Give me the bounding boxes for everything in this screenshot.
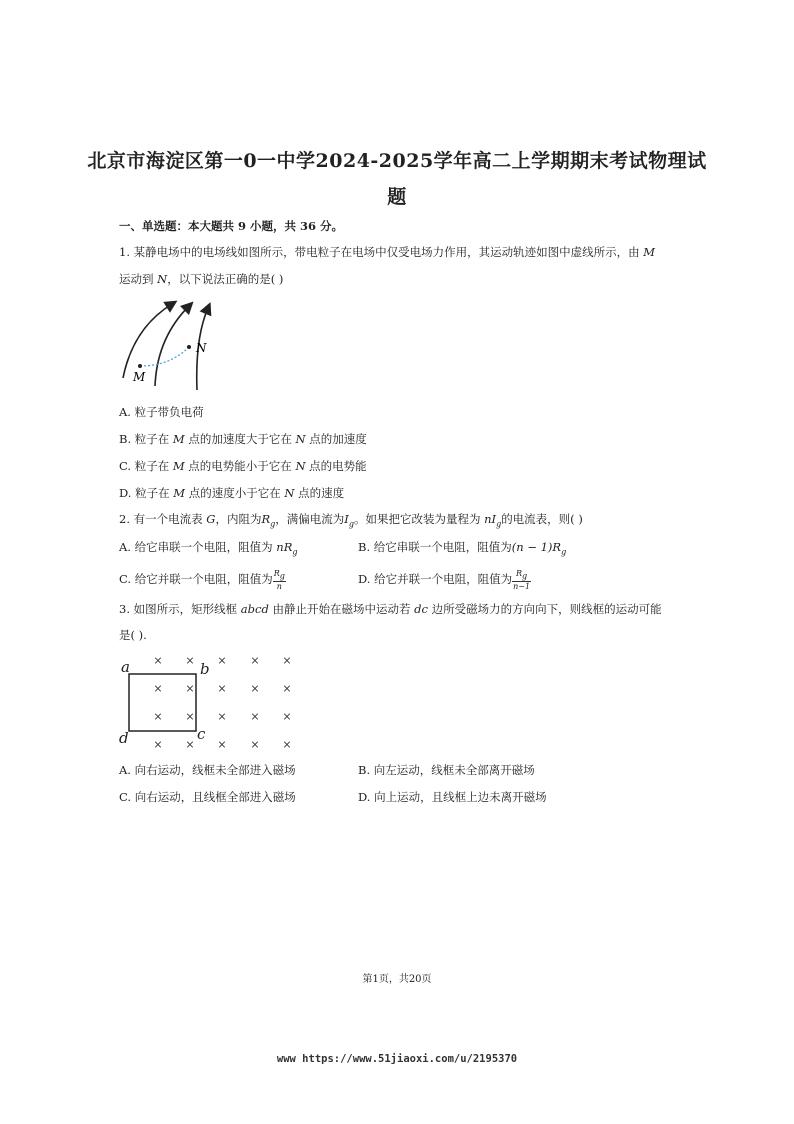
page-title-line2: 题 (387, 186, 407, 208)
cross-mark: × (153, 654, 163, 667)
cross-grid (153, 654, 291, 751)
page-footer: 第1页，共20页 (362, 974, 432, 985)
cross-mark: × (185, 654, 195, 667)
q2-option-b: B. 给它串联一个电阻，阻值为$(n - 1)R_g$ (358, 540, 567, 557)
q2-option-d: D. 给它并联一个电阻，阻值为 $\frac{R_g}{n-1}$ (358, 569, 531, 591)
q1-option-a: A. 粒子带负电荷 (119, 405, 204, 419)
cross-mark: × (153, 710, 163, 723)
section-heading: 一、单选题：本大题共 9 小题，共 36 分。 (119, 219, 344, 233)
page-title-line1: 北京市海淀区第一0一中学2024-2025学年高二上学期期末考试物理试 (87, 150, 707, 172)
q2-stem: 2. 有一个电流表 G，内阻为$R_g$，满偏电流为$I_g$。如果把它改装为量程为 $nI_g$的电流表，则( ) (119, 512, 583, 529)
cross-mark: × (217, 738, 227, 751)
q3-option-b: B. 向左运动，线框未全部离开磁场 (358, 763, 535, 777)
q2-option-a: A. 给它串联一个电阻，阻值为 $nR_g$ (119, 540, 298, 557)
q3-option-a: A. 向右运动，线框未全部进入磁场 (119, 763, 296, 777)
q3-magnetic-field-figure (115, 650, 305, 755)
cross-mark: × (153, 738, 163, 751)
q3-stem-line2: 是( ). (119, 628, 147, 642)
cross-mark: × (185, 710, 195, 723)
cross-mark: × (250, 710, 260, 723)
cross-mark: × (217, 682, 227, 695)
cross-mark: × (282, 710, 292, 723)
fraction-rg-over-n-minus-1: $\frac{R_g}{n-1}$ (513, 569, 531, 591)
cross-mark: × (282, 738, 292, 751)
watermark-url: www https://www.51jiaoxi.com/u/2195370 (276, 1053, 518, 1065)
cross-mark: × (282, 682, 292, 695)
cross-mark: × (250, 682, 260, 695)
q2-option-c: C. 给它并联一个电阻，阻值为 $\frac{R_g}{n}$ (119, 569, 285, 591)
cross-mark: × (185, 738, 195, 751)
label-M: M (133, 370, 146, 384)
cross-mark: × (250, 654, 260, 667)
fraction-rg-over-n: $\frac{R_g}{n}$ (273, 569, 285, 591)
label-N: N (196, 341, 207, 355)
trajectory-dashed (140, 347, 189, 366)
cross-mark: × (282, 654, 292, 667)
q1-option-d: D. 粒子在 M 点的速度小于它在 N 点的速度 (119, 486, 345, 500)
point-N (187, 345, 191, 349)
cross-mark: × (217, 654, 227, 667)
q3-option-c: C. 向右运动，且线框全部进入磁场 (119, 790, 296, 804)
q3-stem-line1: 3. 如图所示，矩形线框 abcd 由静止开始在磁场中运动若 dc 边所受磁场力的方向向下，则线框的运动可能 (119, 602, 662, 616)
label-c: c (197, 725, 206, 743)
cross-mark: × (185, 682, 195, 695)
label-b: b (200, 660, 210, 678)
q1-stem-line1: 1. 某静电场中的电场线如图所示，带电粒子在电场中仅受电场力作用，其运动轨迹如图中虚线所示，由 M (119, 245, 656, 259)
cross-mark: × (217, 710, 227, 723)
q1-option-b: B. 粒子在 M 点的加速度大于它在 N 点的加速度 (119, 432, 367, 446)
cross-mark: × (153, 682, 163, 695)
q1-option-c: C. 粒子在 M 点的电势能小于它在 N 点的电势能 (119, 459, 367, 473)
q1-stem-line2: 运动到 N，以下说法正确的是( ) (119, 272, 284, 286)
point-M (138, 364, 142, 368)
field-line-2 (155, 306, 189, 386)
label-a: a (121, 658, 130, 676)
q3-option-d: D. 向上运动，且线框上边未离开磁场 (358, 790, 547, 804)
label-d: d (119, 729, 129, 747)
cross-mark: × (250, 738, 260, 751)
q1-field-figure (115, 298, 225, 393)
